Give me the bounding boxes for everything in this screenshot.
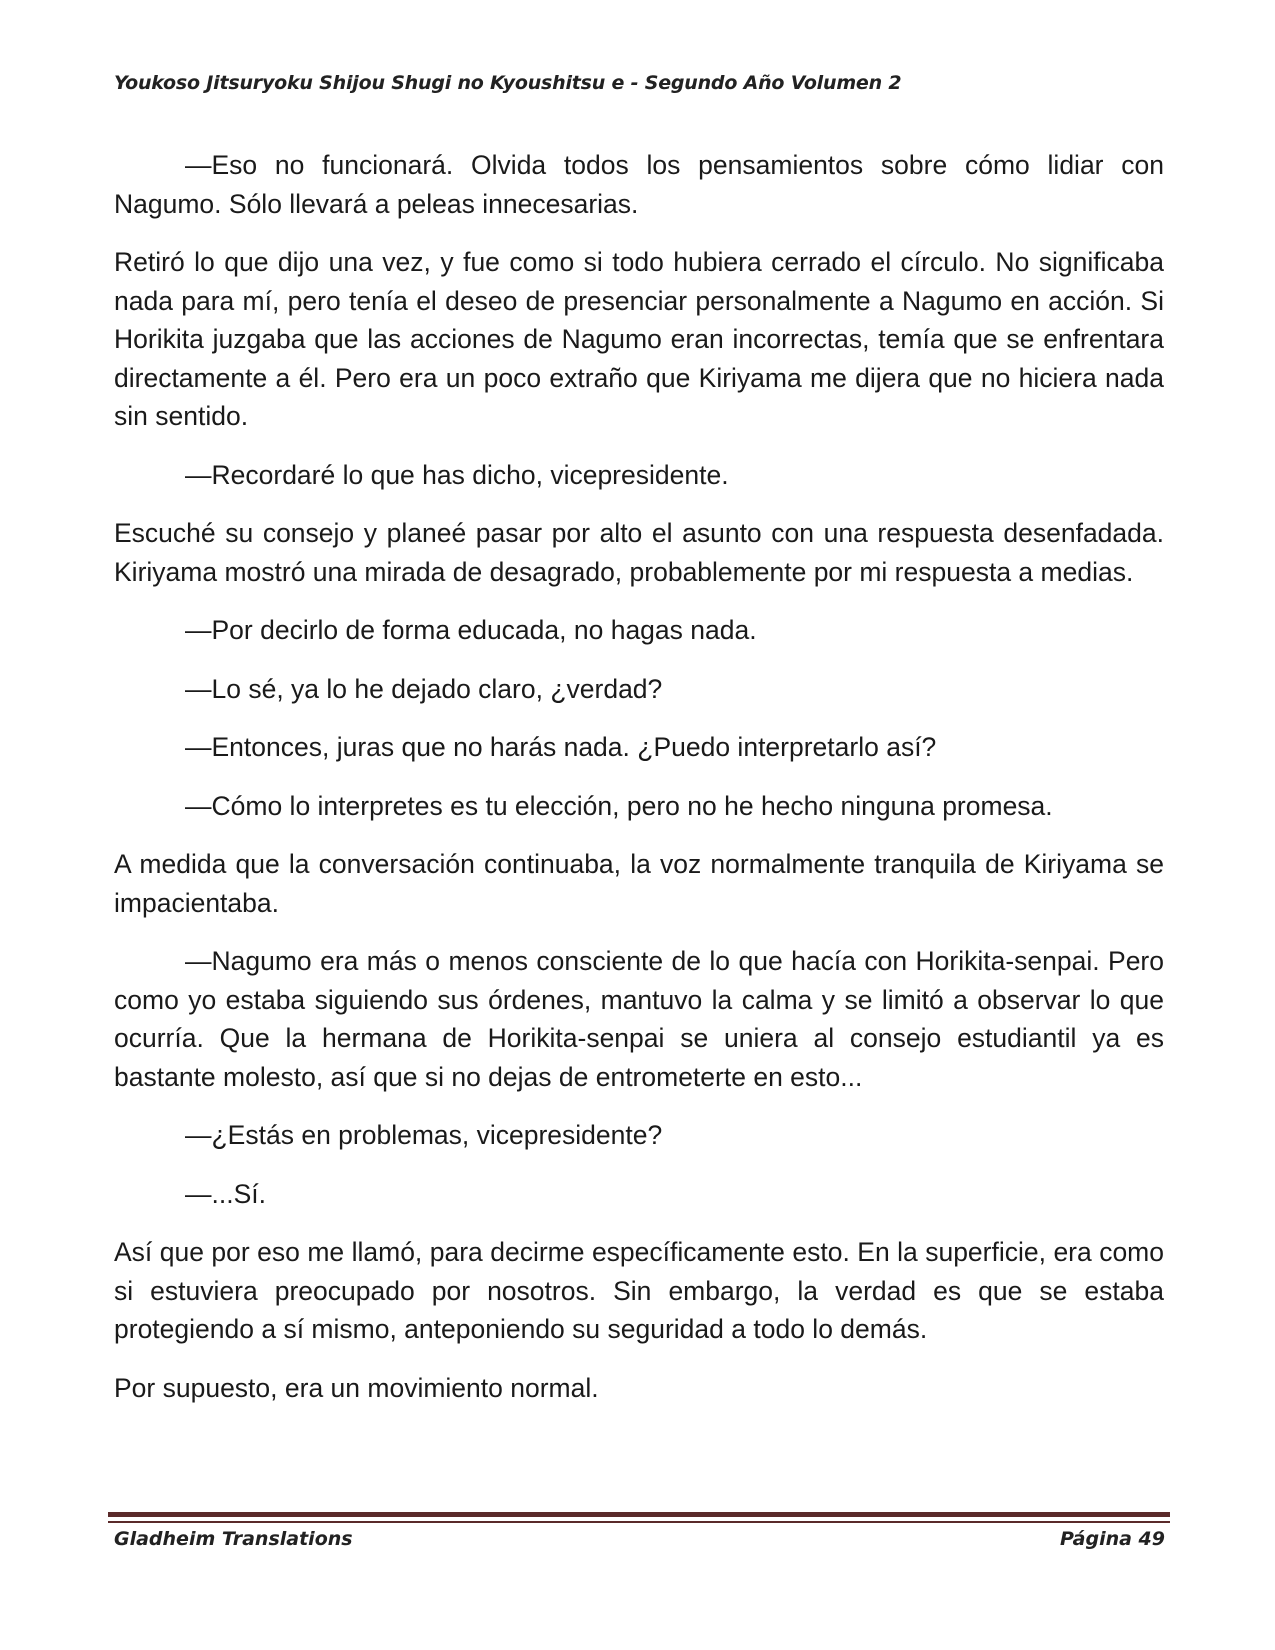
footer-divider-thick [108,1512,1170,1517]
page-body [114,146,1164,1427]
paragraph: —...Sí. [185,1178,266,1209]
paragraph: —Eso no funcionará. Olvida todos los pensamientos sobre cómo lidiar con Nagumo. Sólo llevará a peleas innecesarias. [114,150,1164,219]
footer-credit: Gladheim Translations [114,1528,353,1550]
footer-divider-thin [108,1521,1170,1523]
paragraph: A medida que la conversación continuaba, la voz normalmente tranquila de Kiriyama se impacientaba. [114,849,1164,918]
paragraph: —Entonces, juras que no harás nada. ¿Puedo interpretarlo así? [185,732,937,762]
paragraph: —¿Estás en problemas, vicepresidente? [185,1120,663,1150]
paragraph: —Recordaré lo que has dicho, vicepresidente. [185,459,729,490]
page-number: Página 49 [1059,1528,1165,1550]
paragraph: Escuché su consejo y planeé pasar por alto el asunto con una respuesta desenfadada. Kiriyama mostró una mirada de desagrado, probablemente por mi respuesta a medias. [114,518,1164,587]
running-header: Youkoso Jitsuryoku Shijou Shugi no Kyoushitsu e - Segundo Año Volumen 2 [114,72,902,94]
paragraph: —Lo sé, ya lo he dejado claro, ¿verdad? [185,673,663,704]
paragraph: Así que por eso me llamó, para decirme específicamente esto. En la superficie, era como si estuviera preocupado por nosotros. Sin embargo, la verdad es que se estaba protegiendo a sí mismo, anteponiendo su seguridad a todo lo demás. [114,1237,1164,1344]
paragraph: Por supuesto, era un movimiento normal. [114,1372,599,1403]
paragraph: —Nagumo era más o menos consciente de lo que hacía con Horikita-senpai. Pero como yo estaba siguiendo sus órdenes, mantuvo la calma y se limitó a observar lo que ocurría. Que la hermana de Horikita-senpai se uniera al consejo estudiantil ya es bastante molesto, así que si no dejas de entrometerte en esto... [114,946,1164,1092]
paragraph: —Por decirlo de forma educada, no hagas nada. [185,615,757,645]
paragraph: Retiró lo que dijo una vez, y fue como si todo hubiera cerrado el círculo. No significaba nada para mí, pero tenía el deseo de presenciar personalmente a Nagumo en acción. Si Horikita juzgaba que las acciones de Nagumo eran incorrectas, temía que se enfrentara directamente a él. Pero era un poco extraño que Kiriyama me dijera que no hiciera nada sin sentido. [114,247,1164,431]
paragraph: —Cómo lo interpretes es tu elección, pero no he hecho ninguna promesa. [185,790,1053,821]
